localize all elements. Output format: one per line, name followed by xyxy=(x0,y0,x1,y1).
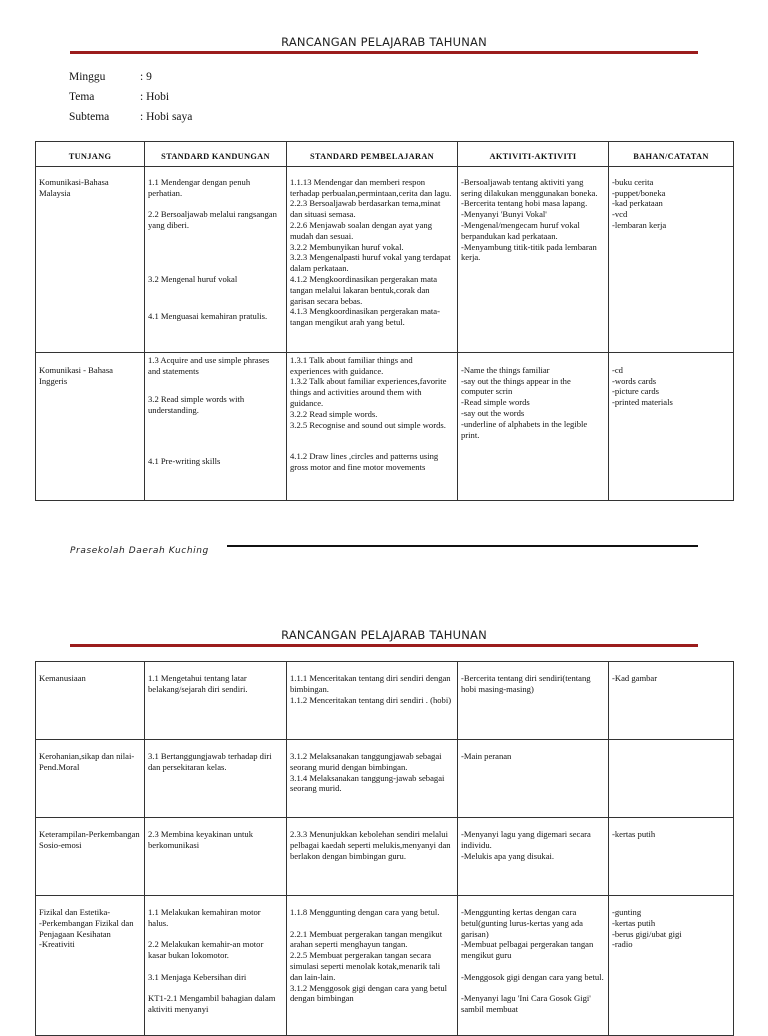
footer-rule xyxy=(227,545,698,547)
meta-value: : 9 xyxy=(140,71,152,83)
meta-value: : Hobi saya xyxy=(140,111,193,123)
cell-pembelajaran: 1.1.13 Mendengar dan memberi respon terhadap perbualan,permintaan,cerita dan lagu. 2.2.3 Bersoaljawab berdasarkan tema,minat dan situasi semasa. 2.2.6 Menjawab soalan dengan ayat yang mudah dan sesuai. 3.2.2 Membunyikan huruf vokal. 3.2.3 Mengenalpasti huruf vokal yang terdapat dalam perkataan. 4.1.2 Mengkoordinasikan pergerakan mata tangan melalui lakaran bentuk,corak dan garisan secara bebas. 4.1.3 Mengkoordinasikan pergerakan mata-tangan mengikut arah yang betul. xyxy=(287,166,458,352)
cell-aktiviti: -Bersoaljawab tentang aktiviti yang sering dilakukan menggunakan boneka. -Bercerita tentang hobi masa lapang. -Menyanyi 'Bunyi Vokal' -Mengenal/mengecam huruf vokal berpandukan kad perkataan. -Menyambung titik-titik pada lembaran kerja. xyxy=(458,166,609,352)
table-row xyxy=(36,818,734,896)
table-row xyxy=(36,352,734,500)
meta-row-minggu xyxy=(69,67,192,87)
header-tunjang: TUNJANG xyxy=(36,142,145,167)
meta-row-subtema xyxy=(69,107,192,127)
meta-value: : Hobi xyxy=(140,91,170,103)
cell-pembelajaran: 1.1.1 Menceritakan tentang diri sendiri dengan bimbingan. 1.1.2 Menceritakan tentang diri sendiri . (hobi) xyxy=(287,662,458,740)
cell-tunjang: Komunikasi-Bahasa Malaysia xyxy=(36,166,145,352)
cell-pembelajaran: 1.1.8 Menggunting dengan cara yang betul. 2.2.1 Membuat pergerakan tangan mengikut arahan seperti menghayun tangan. 2.2.5 Membuat pergerakan tangan secara simulasi seperti menolak kotak,menarik tali dan lain-lain. 3.1.2 Menggosok gigi dengan cara yang betul dengan bimbingan xyxy=(287,896,458,1036)
cell-aktiviti: -Menggunting kertas dengan cara betul(gunting lurus-kertas yang ada garisan) -Membuat pelbagai pergerakan tangan mengikut guru -Menggosok gigi dengan cara yang betul. -Menyanyi lagu 'Ini Cara Gosok Gigi' sambil membuat xyxy=(458,896,609,1036)
plan-table-page2 xyxy=(35,661,734,1036)
cell-kandungan: 2.3 Membina keyakinan untuk berkomunikasi xyxy=(145,818,287,896)
table-row xyxy=(36,896,734,1036)
cell-kandungan: 1.1 Mengetahui tentang latar belakang/sejarah diri sendiri. xyxy=(145,662,287,740)
meta-row-tema xyxy=(69,87,192,107)
cell-aktiviti: -Bercerita tentang diri sendiri(tentang hobi masing-masing) xyxy=(458,662,609,740)
table-header-row xyxy=(36,142,734,167)
cell-pembelajaran: 1.3.1 Talk about familiar things and experiences with guidance. 1.3.2 Talk about familiar experiences,favorite things and activities around them with guidance. 3.2.2 Read simple words. 3.2.5 Recognise and sound out simple words. 4.1.2 Draw lines ,circles and patterns using gross motor and fine motor movements xyxy=(287,352,458,500)
page-title: RANCANGAN PELAJARAB TAHUNAN xyxy=(281,35,487,49)
header-rule xyxy=(70,51,698,54)
meta-label: Minggu xyxy=(69,71,106,83)
cell-bahan: -gunting -kertas putih -berus gigi/ubat gigi -radio xyxy=(609,896,734,1036)
plan-table-page1 xyxy=(35,141,734,501)
table-row xyxy=(36,740,734,818)
table-row xyxy=(36,166,734,352)
cell-tunjang: Kerohanian,sikap dan nilai- Pend.Moral xyxy=(36,740,145,818)
cell-bahan: -cd -words cards -picture cards -printed materials xyxy=(609,352,734,500)
cell-tunjang: Kemanusiaan xyxy=(36,662,145,740)
cell-pembelajaran: 3.1.2 Melaksanakan tanggungjawab sebagai seorang murid dengan bimbingan. 3.1.4 Melaksanakan tanggung-jawab sebagai seorang murid. xyxy=(287,740,458,818)
cell-kandungan: 3.1 Bertanggungjawab terhadap diri dan persekitaran kelas. xyxy=(145,740,287,818)
cell-aktiviti: -Main peranan xyxy=(458,740,609,818)
cell-tunjang: Fizikal dan Estetika- -Perkembangan Fizikal dan Penjagaan Kesihatan -Kreativiti xyxy=(36,896,145,1036)
meta-block xyxy=(69,67,192,127)
meta-label: Tema xyxy=(69,91,95,103)
header-standard-pembelajaran: STANDARD PEMBELAJARAN xyxy=(287,142,458,167)
meta-label: Subtema xyxy=(69,111,110,123)
cell-kandungan: 1.1 Mendengar dengan penuh perhatian. 2.2 Bersoaljawab melalui rangsangan yang diberi. 3.2 Mengenal huruf vokal 4.1 Menguasai kemahiran pratulis. xyxy=(145,166,287,352)
cell-bahan: -buku cerita -puppet/boneka -kad perkataan -vcd -lembaran kerja xyxy=(609,166,734,352)
page-title-2: RANCANGAN PELAJARAB TAHUNAN xyxy=(281,628,487,642)
header-standard-kandungan: STANDARD KANDUNGAN xyxy=(145,142,287,167)
cell-bahan: -Kad gambar xyxy=(609,662,734,740)
header-bahan-catatan: BAHAN/CATATAN xyxy=(609,142,734,167)
cell-pembelajaran: 2.3.3 Menunjukkan kebolehan sendiri melalui pelbagai kaedah seperti melukis,menyanyi dan berlakon dengan bimbingan guru. xyxy=(287,818,458,896)
cell-aktiviti: -Name the things familiar -say out the things appear in the computer scrin -Read simple words -say out the words -underline of alphabets in the legible print. xyxy=(458,352,609,500)
cell-bahan xyxy=(609,740,734,818)
cell-tunjang: Keterampilan-Perkembangan Sosio-emosi xyxy=(36,818,145,896)
cell-bahan: -kertas putih xyxy=(609,818,734,896)
header-aktiviti: AKTIVITI-AKTIVITI xyxy=(458,142,609,167)
cell-aktiviti: -Menyanyi lagu yang digemari secara individu. -Melukis apa yang disukai. xyxy=(458,818,609,896)
table-row xyxy=(36,662,734,740)
header-rule-2 xyxy=(70,644,698,647)
cell-kandungan: 1.1 Melakukan kemahiran motor halus. 2.2 Melakukan kemahir-an motor kasar bukan lokomotor. 3.1 Menjaga Kebersihan diri KT1-2.1 Mengambil bahagian dalam aktiviti menyanyi xyxy=(145,896,287,1036)
footer-text: Prasekolah Daerah Kuching xyxy=(70,546,209,556)
cell-tunjang: Komunikasi - Bahasa Inggeris xyxy=(36,352,145,500)
cell-kandungan: 1.3 Acquire and use simple phrases and statements 3.2 Read simple words with understanding. 4.1 Pre-writing skills xyxy=(145,352,287,500)
